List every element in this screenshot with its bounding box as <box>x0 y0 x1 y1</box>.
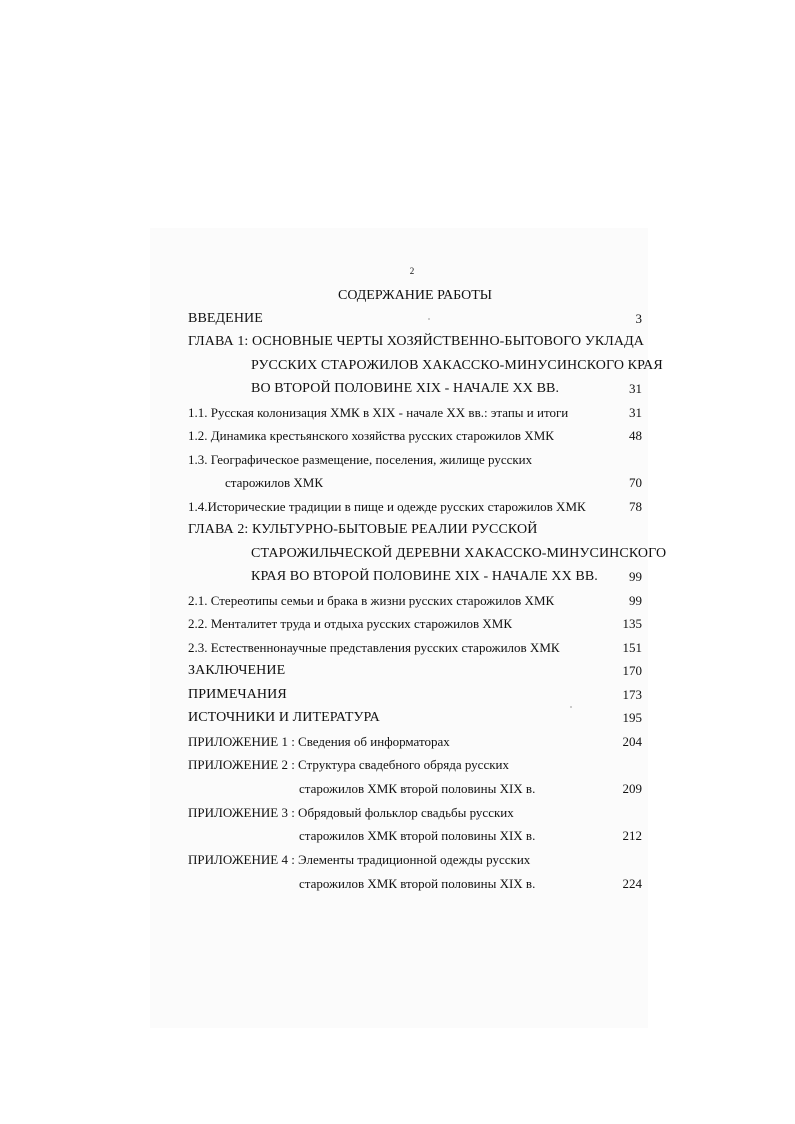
toc-s2-2-page: 135 <box>622 616 642 631</box>
toc-intro-label: ВВЕДЕНИЕ <box>188 311 263 326</box>
toc-ch2-line3: КРАЯ ВО ВТОРОЙ ПОЛОВИНЕ XIX - НАЧАЛЕ XX ВВ. <box>251 569 598 584</box>
toc-app4-line2: старожилов ХМК второй половины XIX в. <box>299 876 536 891</box>
toc-app2-page: 209 <box>622 781 642 796</box>
toc-s1-1-page: 31 <box>629 405 642 420</box>
toc-s1-2-label: 1.2. Динамика крестьянского хозяйства русских старожилов ХМК <box>188 428 554 443</box>
toc-ch1-page: 31 <box>629 381 642 396</box>
toc-s1-4-label: 1.4.Исторические традиции в пище и одежде русских старожилов ХМК <box>188 499 586 514</box>
scan-speck <box>570 706 572 708</box>
toc-ch2-page: 99 <box>629 569 642 584</box>
toc-app4-page: 224 <box>622 876 642 891</box>
toc-s1-2-page: 48 <box>629 428 642 443</box>
page-number: 2 <box>409 266 415 276</box>
toc-ch1-line3: ВО ВТОРОЙ ПОЛОВИНЕ XIX - НАЧАЛЕ XX ВВ. <box>251 381 560 396</box>
toc-ch2-line2: СТАРОЖИЛЬЧЕСКОЙ ДЕРЕВНИ ХАКАССКО-МИНУСИНСКОГО <box>251 546 667 561</box>
toc-s1-1-label: 1.1. Русская колонизация ХМК в XIX - начале XX вв.: этапы и итоги <box>188 405 569 420</box>
toc-app1-label: ПРИЛОЖЕНИЕ 1 : Сведения об информаторах <box>188 734 450 749</box>
page-title: СОДЕРЖАНИЕ РАБОТЫ <box>338 288 492 303</box>
toc-conclusion-page: 170 <box>622 663 642 678</box>
toc-s1-3-page: 70 <box>629 475 642 490</box>
toc-notes-label: ПРИМЕЧАНИЯ <box>188 687 287 702</box>
toc-app1-page: 204 <box>622 734 642 749</box>
toc-app3-line1: ПРИЛОЖЕНИЕ 3 : Обрядовый фольклор свадьбы русских <box>188 805 514 820</box>
toc-ch1-line1: ГЛАВА 1: ОСНОВНЫЕ ЧЕРТЫ ХОЗЯЙСТВЕННО-БЫТОВОГО УКЛАДА <box>188 334 644 349</box>
toc-ch2-line1: ГЛАВА 2: КУЛЬТУРНО-БЫТОВЫЕ РЕАЛИИ РУССКОЙ <box>188 522 538 537</box>
toc-s2-3-label: 2.3. Естественнонаучные представления русских старожилов ХМК <box>188 640 560 655</box>
toc-s2-2-label: 2.2. Менталитет труда и отдыха русских старожилов ХМК <box>188 616 513 631</box>
toc-app2-line2: старожилов ХМК второй половины XIX в. <box>299 781 536 796</box>
toc-app2-line1: ПРИЛОЖЕНИЕ 2 : Структура свадебного обряда русских <box>188 757 509 772</box>
toc-app3-line2: старожилов ХМК второй половины XIX в. <box>299 828 536 843</box>
toc-sources-page: 195 <box>622 710 642 725</box>
toc-app3-page: 212 <box>622 828 642 843</box>
toc-ch1-line2: РУССКИХ СТАРОЖИЛОВ ХАКАССКО-МИНУСИНСКОГО КРАЯ <box>251 358 663 373</box>
toc-s1-3-line1: 1.3. Географическое размещение, поселения, жилище русских <box>188 452 533 467</box>
toc-notes-page: 173 <box>622 687 642 702</box>
toc-s1-3-line2: старожилов ХМК <box>225 475 323 490</box>
toc-intro-page: 3 <box>635 311 642 326</box>
toc-s1-4-page: 78 <box>629 499 642 514</box>
toc-sources-label: ИСТОЧНИКИ И ЛИТЕРАТУРА <box>188 710 380 725</box>
toc-s2-3-page: 151 <box>622 640 642 655</box>
toc-s2-1-label: 2.1. Стереотипы семьи и брака в жизни русских старожилов ХМК <box>188 593 555 608</box>
toc-conclusion-label: ЗАКЛЮЧЕНИЕ <box>188 663 286 678</box>
toc-app4-line1: ПРИЛОЖЕНИЕ 4 : Элементы традиционной одежды русских <box>188 852 531 867</box>
scan-speck <box>428 318 430 320</box>
toc-s2-1-page: 99 <box>629 593 642 608</box>
